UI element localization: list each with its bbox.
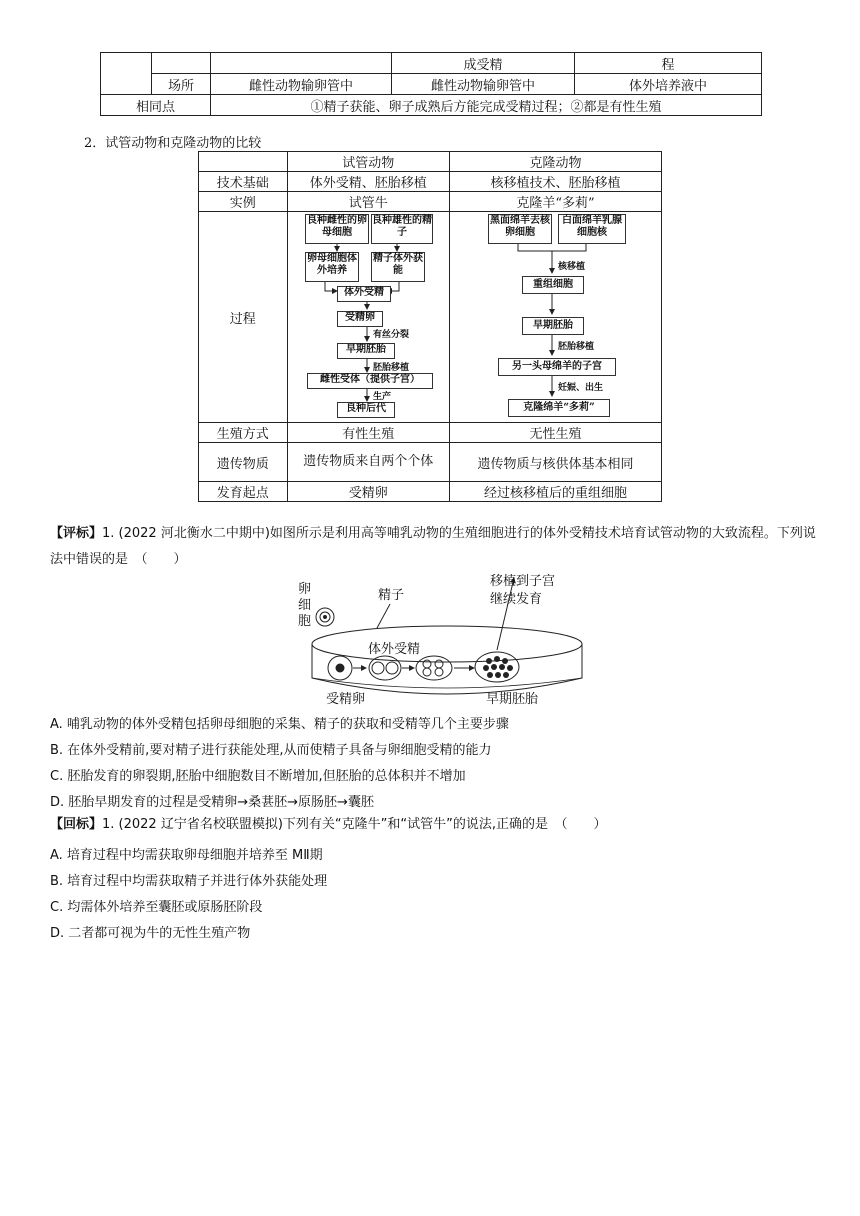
nt-label: 核移植: [558, 262, 586, 272]
header-cell: [199, 152, 288, 172]
embryo-label: 早期胚胎: [486, 692, 539, 707]
continue-label: 继续发育: [490, 592, 543, 607]
early-embryo-box: 早期胚胎: [522, 317, 584, 335]
pregnancy-label: 妊娠、出生: [558, 383, 604, 393]
egg-box: 黑面绵羊去核卵细胞: [488, 214, 552, 244]
table-cell: 遗传物质与核供体基本相同: [449, 443, 661, 482]
question-text: 1. (2022 辽宁省名校联盟模拟)下列有关“克隆牛”和“试管牛”的说法,正确的是 （ ）: [102, 817, 607, 832]
transplant-label: 移植到子宫: [490, 574, 556, 589]
early-embryo-box: 早期胚胎: [337, 343, 395, 359]
table-cell: 体外受精、胚胎移植: [287, 172, 449, 192]
birth-label: 生产: [373, 392, 392, 402]
table-cell: 核移植技术、胚胎移植: [449, 172, 661, 192]
row-label: 实例: [199, 192, 288, 212]
transfer-label: 胚胎移植: [558, 342, 595, 352]
question-1-stem: [50, 521, 816, 573]
table-cell: 有性生殖: [287, 423, 449, 443]
egg-source-box: 良种雌性的卵母细胞: [305, 214, 369, 244]
question-tag: 【回标】: [50, 817, 103, 832]
clone-flowchart: [450, 211, 662, 421]
option-d[interactable]: D. 二者都可视为牛的无性生殖产物: [50, 926, 251, 941]
ivf-figure: [282, 570, 592, 710]
question-text: 1. (2022 河北衡水二中期中)如图所示是利用高等哺乳动物的生殖细胞进行的体外受精技术培育试管动物的大致流程。下列说法中错误的是 （ ）: [50, 526, 816, 567]
zygote-box: 受精卵: [337, 311, 383, 327]
option-c[interactable]: C. 胚胎发育的卵裂期,胚胎中细胞数目不断增加,但胚胎的总体积并不增加: [50, 769, 466, 784]
row-label: 过程: [199, 212, 288, 423]
donor-box: 白面绵羊乳腺细胞核: [558, 214, 626, 244]
option-d[interactable]: D. 胚胎早期发育的过程是受精卵→桑葚胚→原肠胚→囊胚: [50, 795, 374, 810]
header-cell: 试管动物: [287, 152, 449, 172]
egg-culture-box: 卵母细胞体外培养: [305, 252, 359, 282]
table-cell: [101, 53, 152, 95]
row-label: 生殖方式: [199, 423, 288, 443]
surrogate-box: 另一头母绵羊的子宫: [498, 358, 616, 376]
ivf-label: 体外受精: [368, 642, 421, 657]
question-tag: 【评标】: [50, 526, 103, 541]
question-2-stem: [50, 812, 816, 838]
table-cell: 雌性动物输卵管中: [392, 74, 575, 95]
offspring-box: 良种后代: [337, 402, 395, 418]
row-label: 技术基础: [199, 172, 288, 192]
table-cell: [152, 53, 211, 74]
mitosis-label: 有丝分裂: [373, 330, 410, 340]
egg-label: 卵细胞: [298, 582, 312, 629]
option-b[interactable]: B. 培育过程中均需获取精子并进行体外获能处理: [50, 874, 328, 889]
option-a[interactable]: A. 哺乳动物的体外受精包括卵母细胞的采集、精子的获取和受精等几个主要步骤: [50, 717, 509, 732]
dolly-box: 克隆绵羊“多莉”: [508, 399, 610, 417]
table-cell: [211, 53, 392, 74]
option-c[interactable]: C. 均需体外培养至囊胚或原肠胚阶段: [50, 900, 263, 915]
table-cell: 体外培养液中: [575, 74, 762, 95]
option-b[interactable]: B. 在体外受精前,要对精子进行获能处理,从而使精子具备与卵细胞受精的能力: [50, 743, 492, 758]
recipient-box: 雌性受体（提供子宫）: [307, 373, 433, 389]
table-cell: ①精子获能、卵子成熟后方能完成受精过程；②都是有性生殖: [211, 95, 762, 116]
ivf-box: 体外受精: [337, 286, 391, 302]
table-cell: 相同点: [101, 95, 211, 116]
recombinant-box: 重组细胞: [522, 276, 584, 294]
table-cell: 程: [575, 53, 762, 74]
top-table: [100, 52, 762, 116]
section-title: 2．试管动物和克隆动物的比较: [84, 136, 262, 151]
ivf-flowchart: [287, 211, 449, 421]
table-cell: 遗传物质来自两个个体: [287, 443, 449, 482]
table-cell: 场所: [152, 74, 211, 95]
row-label: 遗传物质: [199, 443, 288, 482]
table-cell: 经过核移植后的重组细胞: [449, 482, 661, 502]
table-cell: 受精卵: [287, 482, 449, 502]
transfer-label: 胚胎移植: [373, 363, 410, 373]
sperm-source-box: 良种雄性的精子: [371, 214, 433, 244]
sperm-capacitation-box: 精子体外获能: [371, 252, 425, 282]
table-cell: 雌性动物输卵管中: [211, 74, 392, 95]
sperm-label: 精子: [378, 588, 405, 603]
table-cell: 试管牛: [287, 192, 449, 212]
table-cell: 成受精: [392, 53, 575, 74]
option-a[interactable]: A. 培育过程中均需获取卵母细胞并培养至 MⅡ期: [50, 848, 323, 863]
table-cell: 无性生殖: [449, 423, 661, 443]
flow-arrows: [450, 211, 662, 421]
header-cell: 克隆动物: [449, 152, 661, 172]
row-label: 发育起点: [199, 482, 288, 502]
zygote-label: 受精卵: [326, 692, 366, 707]
table-cell: 克隆羊“多莉”: [449, 192, 661, 212]
